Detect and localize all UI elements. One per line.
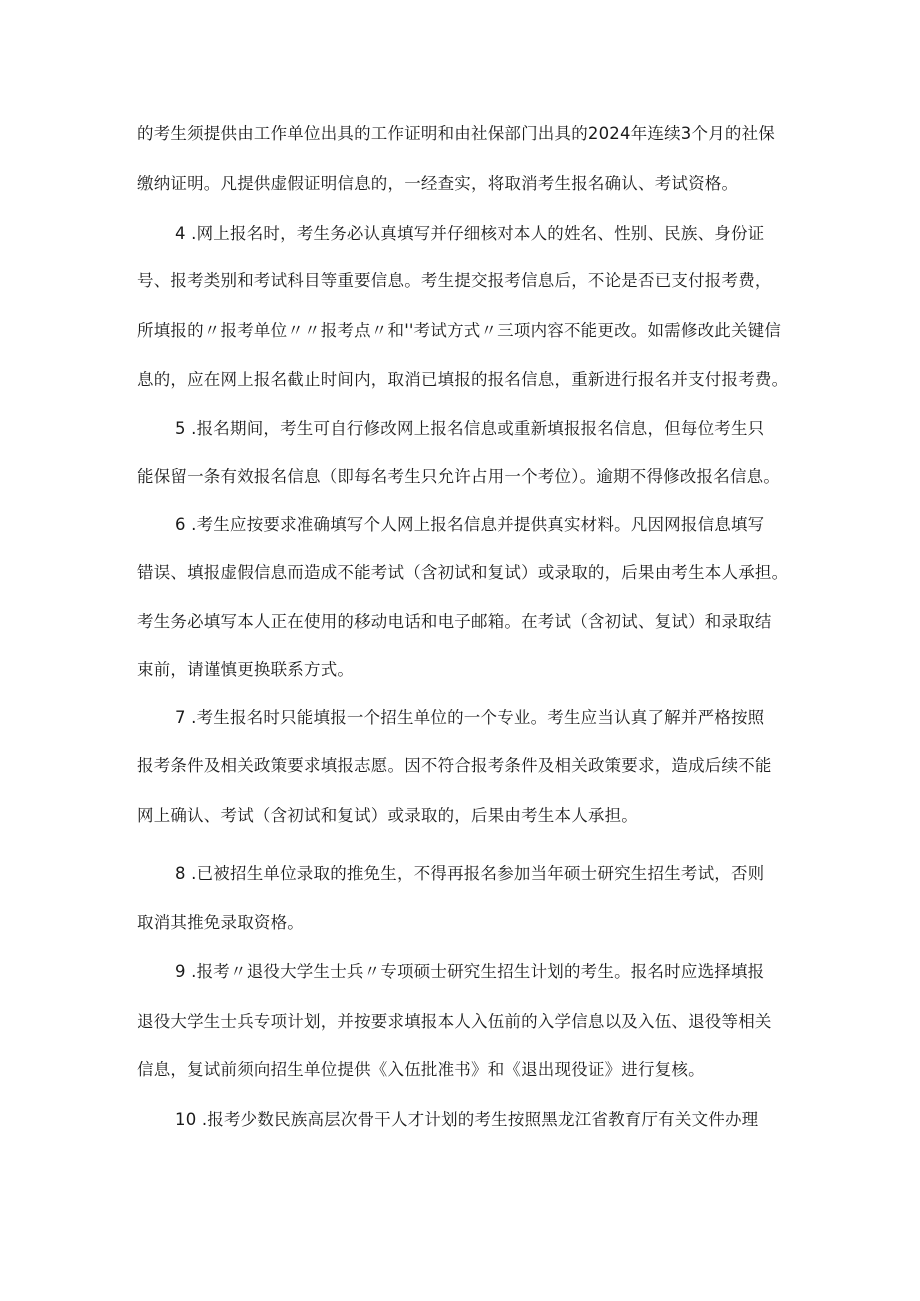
text-line: 息的，应在网上报名截止时间内，取消已填报的报名信息，重新进行报名并支付报考费。 xyxy=(137,370,789,389)
text-line: 报考条件及相关政策要求填报志愿。因不符合报考条件及相关政策要求，造成后续不能 xyxy=(137,756,772,775)
text-line: 网上确认、考试（含初试和复试）或录取的，后果由考生本人承担。 xyxy=(137,806,638,825)
text-line: 缴纳证明。凡提供虚假证明信息的，一经查实，将取消考生报名确认、考试资格。 xyxy=(137,174,739,193)
list-item-5-line: 5 .报名期间，考生可自行修改网上报名信息或重新填报报名信息，但每位考生只 xyxy=(175,419,765,438)
text-line: 退役大学生士兵专项计划，并按要求填报本人入伍前的入学信息以及入伍、退役等相关 xyxy=(137,1012,772,1031)
text-line: 错误、填报虚假信息而造成不能考试（含初试和复试）或录取的，后果由考生本人承担。 xyxy=(137,563,789,582)
text-line: 束前，请谨慎更换联系方式。 xyxy=(137,660,355,679)
text-line: 信息，复试前须向招生单位提供《入伍批准书》和《退出现役证》进行复核。 xyxy=(137,1060,705,1079)
list-item-6-line: 6 .考生应按要求准确填写个人网上报名信息并提供真实材料。凡因网报信息填写 xyxy=(175,515,765,534)
text-line: 取消其推免录取资格。 xyxy=(137,913,304,932)
list-item-9-line: 9 .报考〃退役大学生士兵〃专项硕士研究生招生计划的考生。报名时应选择填报 xyxy=(175,962,765,981)
list-item-8-line: 8 .已被招生单位录取的推免生，不得再报名参加当年硕士研究生招生考试，否则 xyxy=(175,864,765,883)
text-line: 号、报考类别和考试科目等重要信息。考生提交报考信息后，不论是否已支付报考费， xyxy=(137,271,772,290)
list-item-10-line: 10 .报考少数民族高层次骨干人才计划的考生按照黑龙江省教育厅有关文件办理 xyxy=(175,1110,759,1129)
list-item-7-line: 7 .考生报名时只能填报一个招生单位的一个专业。考生应当认真了解并严格按照 xyxy=(175,708,765,727)
text-line: 的考生须提供由工作单位出具的工作证明和由社保部门出具的2024年连续3个月的社保 xyxy=(137,124,775,143)
text-line: 所填报的〃报考单位〃〃报考点〃和''考试方式〃三项内容不能更改。如需修改此关键信 xyxy=(137,321,782,340)
text-line: 能保留一条有效报名信息（即每名考生只允许占用一个考位）。逾期不得修改报名信息。 xyxy=(137,467,781,486)
text-line: 考生务必填写本人正在使用的移动电话和电子邮箱。在考试（含初试、复试）和录取结 xyxy=(137,612,772,631)
list-item-4-line: 4 .网上报名时，考生务必认真填写并仔细核对本人的姓名、性别、民族、身份证 xyxy=(175,224,765,243)
